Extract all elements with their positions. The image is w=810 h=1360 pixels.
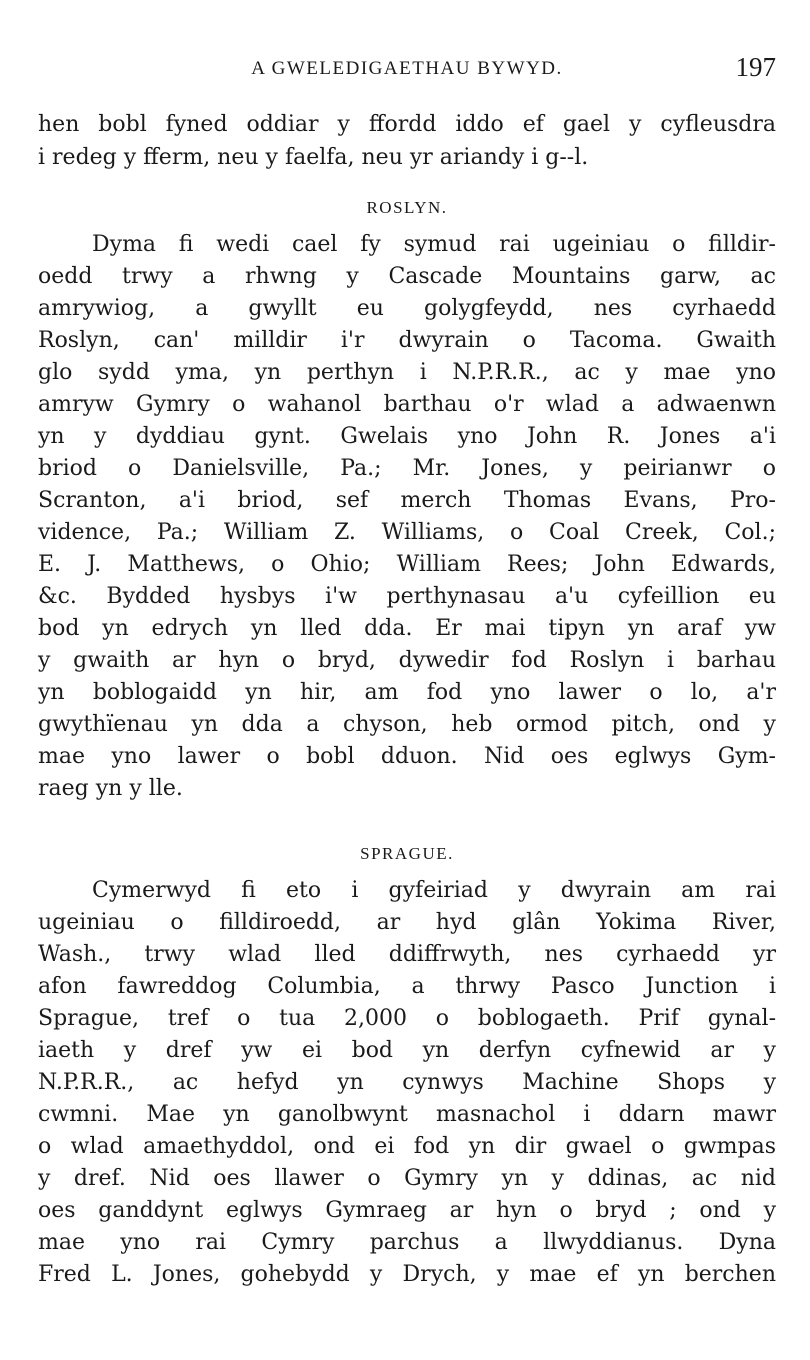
text-line: y dref. Nid oes llawer o Gymry yn y ddinas, ac nid (38, 1166, 776, 1191)
text-line: E. J. Matthews, o Ohio; William Rees; John Edwards, (38, 552, 776, 577)
text-line: cwmni. Mae yn ganolbwynt masnachol i ddarn mawr (38, 1102, 776, 1127)
text-line: Cymerwyd fi eto i gyfeiriad y dwyrain am rai (92, 878, 776, 903)
section-heading-sprague: SPRAGUE. (360, 844, 454, 863)
text-line: vidence, Pa.; William Z. Williams, o Coal Creek, Col.; (38, 520, 776, 545)
text-line: raeg yn y lle. (38, 776, 183, 801)
text-line: iaeth y dref yw ei bod yn derfyn cyfnewid ar y (38, 1038, 776, 1063)
text-line: mae yno rai Cymry parchus a llwyddianus. Dyna (38, 1230, 776, 1255)
text-line: afon fawreddog Columbia, a thrwy Pasco Junction i (38, 974, 776, 999)
running-head (38, 52, 776, 86)
text-line: &c. Bydded hysbys i'w perthynasau a'u cyfeillion eu (38, 584, 776, 609)
text-line: gwythïenau yn dda a chyson, heb ormod pitch, ond y (38, 712, 776, 737)
text-line: yn y dyddiau gynt. Gwelais yno John R. Jones a'i (38, 424, 776, 449)
text-line: y gwaith ar hyn o bryd, dywedir fod Roslyn i barhau (38, 648, 776, 673)
text-line: Roslyn, can' milldir i'r dwyrain o Tacoma. Gwaith (38, 328, 776, 353)
text-line: briod o Danielsville, Pa.; Mr. Jones, y peirianwr o (38, 456, 776, 481)
text-line: Scranton, a'i briod, sef merch Thomas Evans, Pro- (38, 488, 776, 513)
text-line: oes ganddynt eglwys Gymraeg ar hyn o bryd ; ond y (38, 1198, 776, 1223)
text-line: i redeg y fferm, neu y faelfa, neu yr ariandy i g--l. (38, 145, 589, 170)
text-line: glo sydd yma, yn perthyn i N.P.R.R., ac y mae yno (38, 360, 776, 385)
text-line: yn boblogaidd yn hir, am fod yno lawer o lo, a'r (38, 680, 776, 705)
text-line: Wash., trwy wlad lled ddiffrwyth, nes cyrhaedd yr (38, 942, 776, 967)
text-line: Sprague, tref o tua 2,000 o boblogaeth. Prif gynal- (38, 1006, 776, 1031)
page-number: 197 (735, 52, 776, 82)
text-line: hen bobl fyned oddiar y ffordd iddo ef gael y cyfleusdra (38, 112, 776, 137)
text-line: mae yno lawer o bobl dduon. Nid oes eglwys Gym- (38, 744, 776, 769)
text-line: ugeiniau o filldiroedd, ar hyd glân Yokima River, (38, 910, 776, 935)
text-line: o wlad amaethyddol, ond ei fod yn dir gwael o gwmpas (38, 1134, 776, 1159)
text-line: Fred L. Jones, gohebydd y Drych, y mae ef yn berchen (38, 1262, 776, 1287)
text-line: amrywiog, a gwyllt eu golygfeydd, nes cyrhaedd (38, 296, 776, 321)
section-heading-roslyn: ROSLYN. (366, 198, 448, 217)
text-line: N.P.R.R., ac hefyd yn cynwys Machine Shops y (38, 1070, 776, 1095)
text-line: bod yn edrych yn lled dda. Er mai tipyn yn araf yw (38, 616, 776, 641)
text-line: Dyma fi wedi cael fy symud rai ugeiniau o filldir- (92, 232, 776, 257)
running-title: A GWELEDIGAETHAU BYWYD. (251, 58, 563, 79)
text-line: amryw Gymry o wahanol barthau o'r wlad a adwaenwn (38, 392, 776, 417)
text-line: oedd trwy a rhwng y Cascade Mountains garw, ac (38, 264, 776, 289)
